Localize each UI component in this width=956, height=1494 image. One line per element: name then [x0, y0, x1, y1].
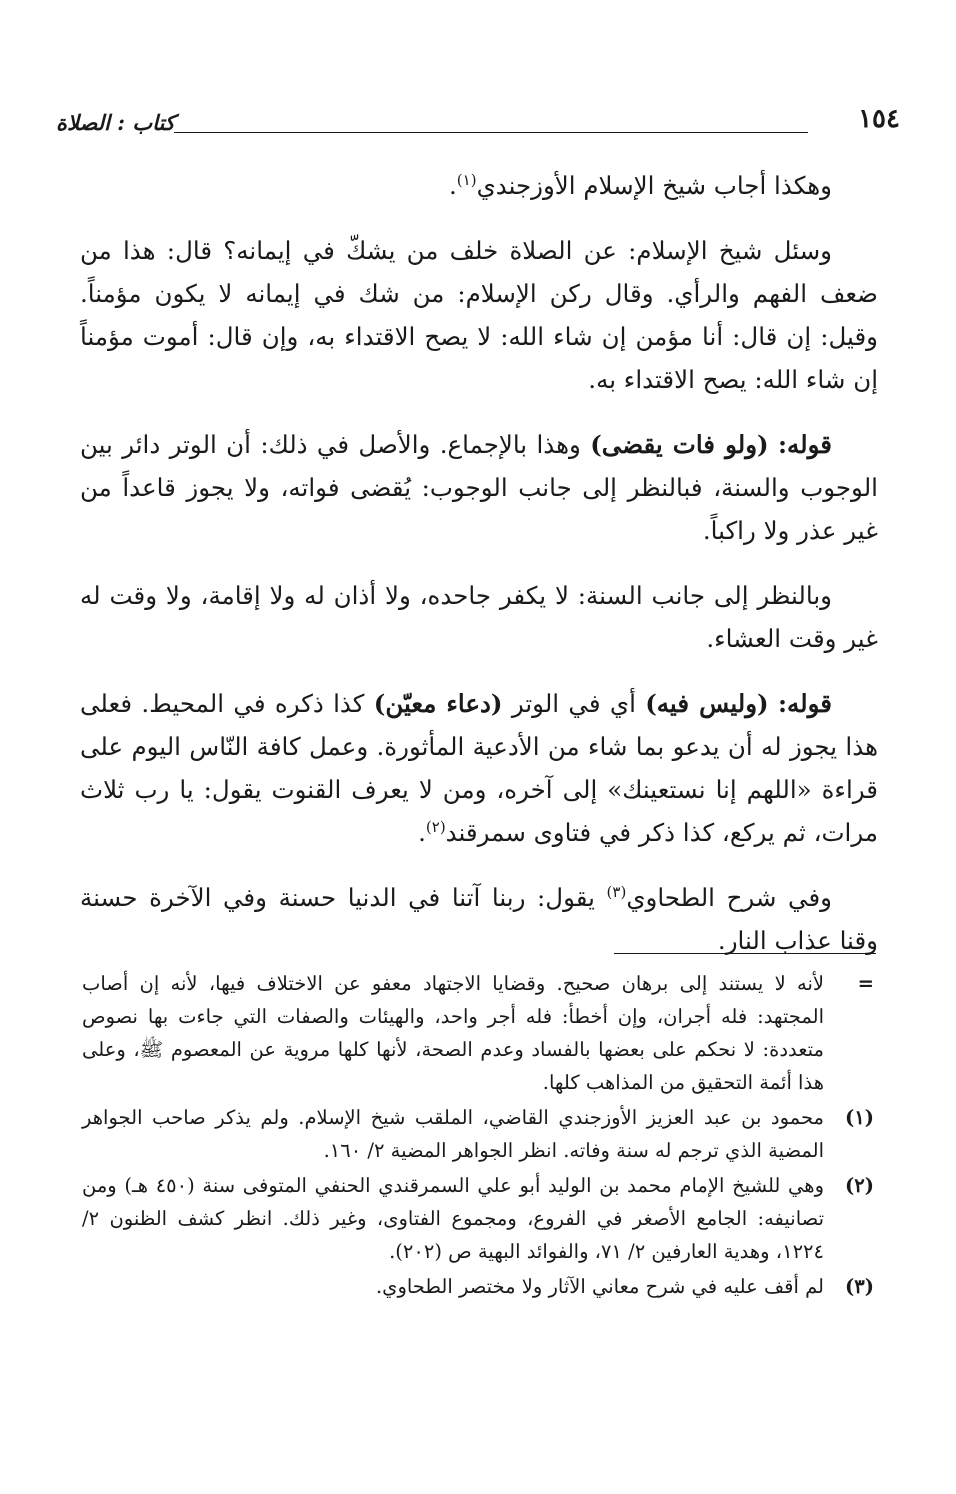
footnote-mark: (٢) — [845, 1174, 874, 1197]
paragraph-2 — [80, 229, 878, 401]
footnote-1 — [82, 1101, 874, 1167]
footnote-text: لأنه لا يستند إلى برهان صحيح. وقضايا الاجتهاد معفو عن الاختلاف فيها، لأنه إن أصاب المجتهد: فله أجران، وإن أخطأ: فله أجر واحد، والهيئات والصفات التي جاءت بها نصوص متعددة: لا نحكم على بعضها بالفساد وعدم الصحة، لأنها كلها مروية عن المعصوم ﷺ، وعلى هذا أئمة التحقيق من المذاهب كلها. — [82, 972, 824, 1094]
footnote-text: وهي للشيخ الإمام محمد بن الوليد أبو علي السمرقندي الحنفي المتوفى سنة (٤٥٠ هـ) ومن تصانيفه: الجامع الأصغر في الفروع، ومجموع الفتاوى، وغير ذلك. انظر كشف الظنون ٢/ ١٢٢٤، وهدية العارفين ٢/ ٧١، والفوائد البهية ص (٢٠٢). — [82, 1174, 824, 1263]
footnotes — [82, 967, 874, 1305]
paragraph-6 — [80, 876, 878, 962]
paragraph-text: وهكذا أجاب شيخ الإسلام الأوزجندي — [476, 171, 832, 200]
footnote-mark: = — [857, 972, 874, 995]
header-rule — [174, 132, 808, 133]
paragraph-tail: . — [418, 818, 426, 847]
quoted-phrase: (دعاء معيّن) — [373, 689, 503, 718]
quote-label: قوله: — [777, 689, 832, 718]
footnote-mark: (١) — [845, 1106, 874, 1129]
paragraph-4 — [80, 574, 878, 660]
footnote-continued — [82, 967, 874, 1099]
paragraph-text: وبالنظر إلى جانب السنة: لا يكفر جاحده، ولا أذان له ولا إقامة، ولا وقت له غير وقت العشاء. — [80, 581, 878, 653]
quote-label: قوله: — [777, 430, 832, 459]
footnote-ref: (٣) — [606, 882, 627, 901]
book-title: كتاب : الصلاة — [56, 110, 175, 135]
quoted-phrase: (وليس فيه) — [645, 689, 769, 718]
paragraph-tail: يقول: ربنا آتنا في الدنيا حسنة وفي الآخرة حسنة وقنا عذاب النار. — [80, 883, 878, 955]
footnote-ref: (١) — [456, 170, 477, 189]
footnote-separator — [614, 953, 876, 954]
paragraph-text: وسئل شيخ الإسلام: عن الصلاة خلف من يشكّ في إيمانه؟ قال: هذا من ضعف الفهم والرأي. وقال ركن الإسلام: من شك في إيمانه لا يكون مؤمناً. وقيل: إن قال: أنا مؤمن إن شاء الله: لا يصح الاقتداء به، وإن قال: أموت مؤمناً إن شاء الله: يصح الاقتداء به. — [80, 236, 878, 394]
footnote-2 — [82, 1169, 874, 1268]
footnote-ref: (٢) — [425, 817, 446, 836]
footnote-text: محمود بن عبد العزيز الأوزجندي القاضي، الملقب شيخ الإسلام. ولم يذكر صاحب الجواهر المضية الذي ترجم له سنة وفاته. انظر الجواهر المضية ٢/ ١٦٠. — [82, 1106, 824, 1162]
page-header — [56, 104, 900, 144]
paragraph-1 — [80, 164, 878, 207]
page-number: ١٥٤ — [858, 104, 900, 134]
quoted-phrase: (ولو فات يقضى) — [590, 430, 769, 459]
paragraph-text: وفي شرح الطحاوي — [626, 883, 833, 912]
main-text — [80, 164, 878, 984]
paragraph-text: كذا ذكره في المحيط. فعلى هذا يجوز له أن يدعو بما شاء من الأدعية المأثورة. وعمل كافة النّاس اليوم على قراءة «اللهم إنا نستعينك» إلى آخره، ومن لا يعرف القنوت يقول: يا رب ثلاث مرات، ثم يركع، كذا ذكر في فتاوى سمرقند — [80, 689, 878, 847]
paragraph-text: أي في الوتر — [502, 689, 646, 718]
paragraph-3 — [80, 423, 878, 552]
paragraph-tail: . — [448, 171, 457, 200]
paragraph-text: وهذا بالإجماع. والأصل في ذلك: أن الوتر دائر بين الوجوب والسنة، فبالنظر إلى جانب الوجوب: يُقضى فواته، ولا يجوز قاعداً من غير عذر ولا راكباً. — [80, 430, 878, 545]
footnote-3 — [82, 1270, 874, 1303]
footnote-mark: (٣) — [845, 1275, 874, 1298]
footnote-text: لم أقف عليه في شرح معاني الآثار ولا مختصر الطحاوي. — [375, 1275, 824, 1298]
paragraph-5 — [80, 682, 878, 854]
